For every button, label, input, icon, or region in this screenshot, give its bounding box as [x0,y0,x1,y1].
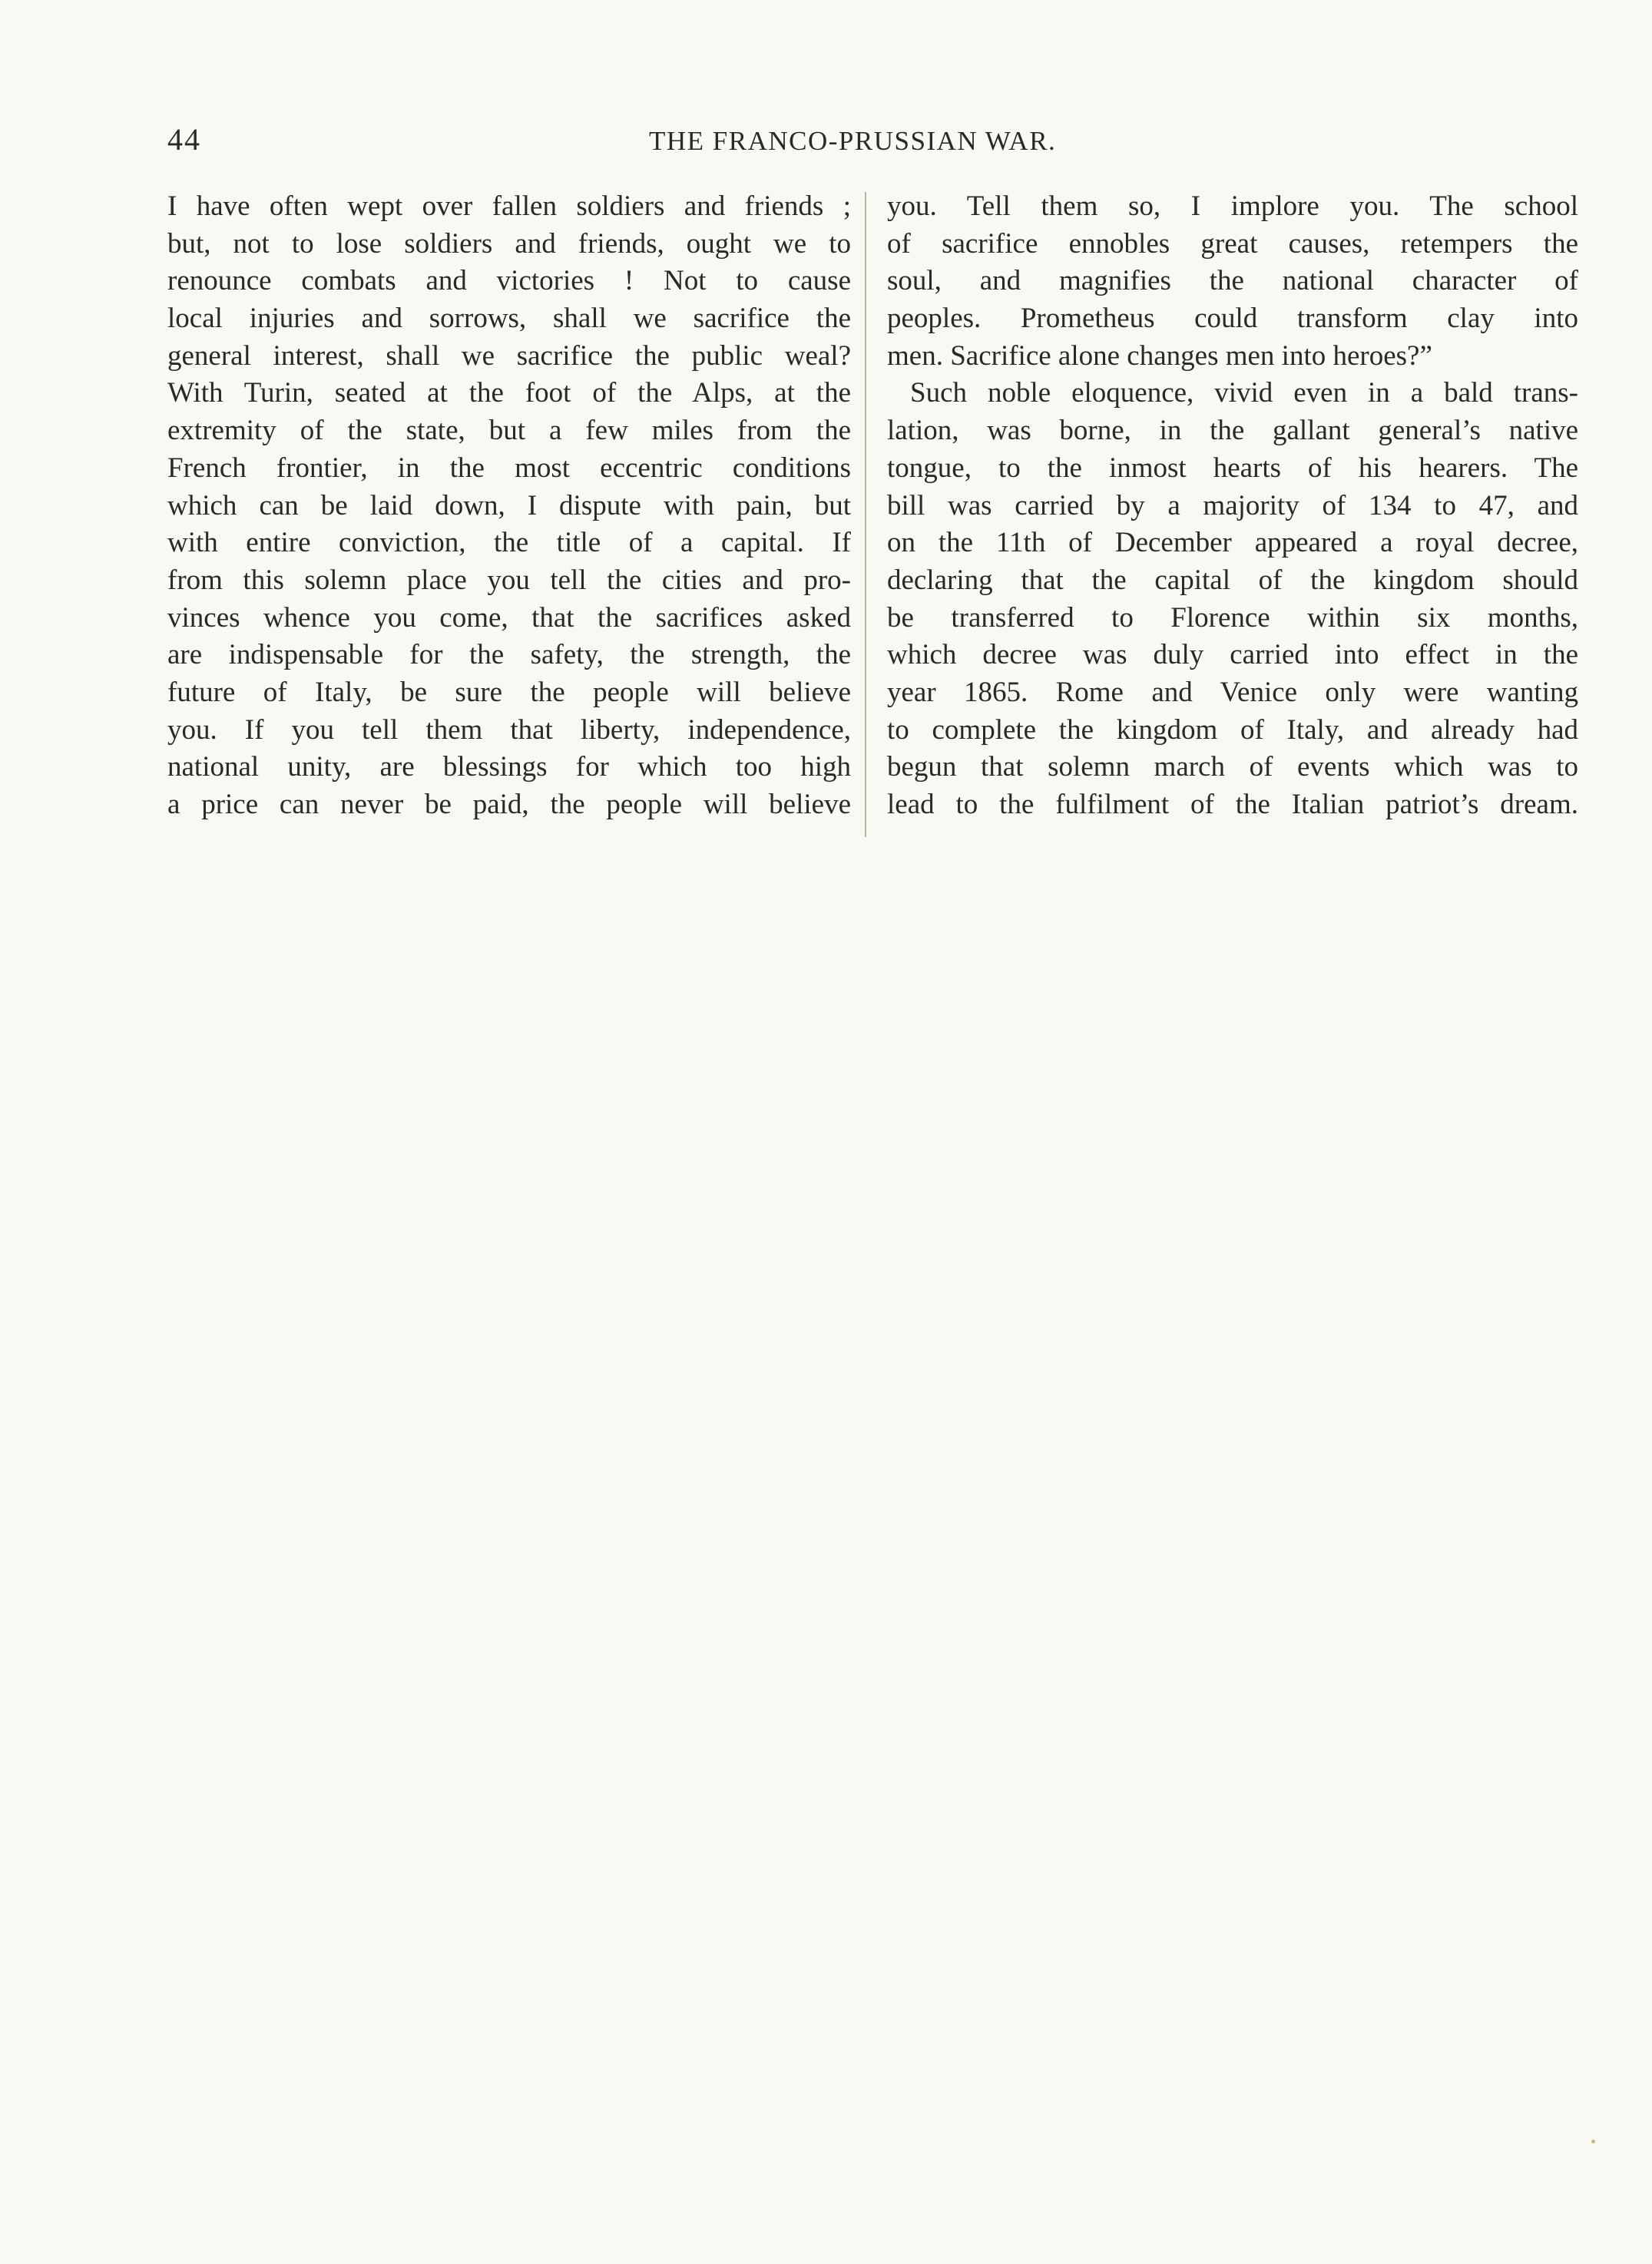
page-number: 44 [167,122,201,157]
text-line: be transferred to Florence within six months, [887,601,1578,634]
text-line: year 1865. Rome and Venice only were wanting [887,676,1578,708]
text-line: general interest, shall we sacrifice the public weal? [167,339,851,372]
paragraph-start-line: Such noble eloquence, vivid even in a bald trans- [910,377,1578,409]
text-line: from this solemn place you tell the cities and pro- [167,564,851,596]
text-line: are indispensable for the safety, the strength, the [167,639,851,671]
text-line: tongue, to the inmost hearts of his hearers. The [887,452,1578,484]
text-line: extremity of the state, but a few miles from the [167,415,851,447]
text-line: bill was carried by a majority of 134 to 47, and [887,489,1578,521]
text-line: declaring that the capital of the kingdom should [887,564,1578,596]
running-head: THE FRANCO-PRUSSIAN WAR. [649,126,1057,156]
text-line: French frontier, in the most eccentric conditions [167,452,851,484]
text-line: With Turin, seated at the foot of the Alps, at the [167,377,851,409]
text-line: vinces whence you come, that the sacrifices asked [167,601,851,634]
text-line: renounce combats and victories ! Not to cause [167,265,851,297]
text-line: national unity, are blessings for which too high [167,751,851,783]
text-line: begun that solemn march of events which was to [887,751,1578,783]
text-line: you. If you tell them that liberty, independence, [167,713,851,746]
text-line: local injuries and sorrows, shall we sacrifice the [167,303,851,335]
text-line: men. Sacrifice alone changes men into heroes?” [887,339,1432,372]
text-line: lation, was borne, in the gallant general’s native [887,415,1578,447]
text-line: peoples. Prometheus could transform clay into [887,303,1578,335]
left-column [167,188,851,824]
text-line: to complete the kingdom of Italy, and already had [887,713,1578,746]
text-line: lead to the fulfilment of the Italian patriot’s dream. [887,789,1578,820]
text-line: which can be laid down, I dispute with pain, but [167,489,851,521]
text-line: with entire conviction, the title of a capital. If [167,527,851,559]
right-column [887,188,1578,824]
column-rule [865,192,866,837]
text-line: but, not to lose soldiers and friends, ought we to [167,227,851,260]
text-line: you. Tell them so, I implore you. The school [887,190,1578,222]
paper-speck [1591,2140,1595,2143]
text-line: which decree was duly carried into effect in the [887,639,1578,671]
text-line: on the 11th of December appeared a royal decree, [887,527,1578,559]
text-line: I have often wept over fallen soldiers and friends ; [167,190,851,222]
text-line: a price can never be paid, the people will believe [167,789,851,820]
text-line: of sacrifice ennobles great causes, retempers the [887,227,1578,260]
text-line: soul, and magnifies the national character of [887,265,1578,297]
text-line: future of Italy, be sure the people will believe [167,676,851,708]
